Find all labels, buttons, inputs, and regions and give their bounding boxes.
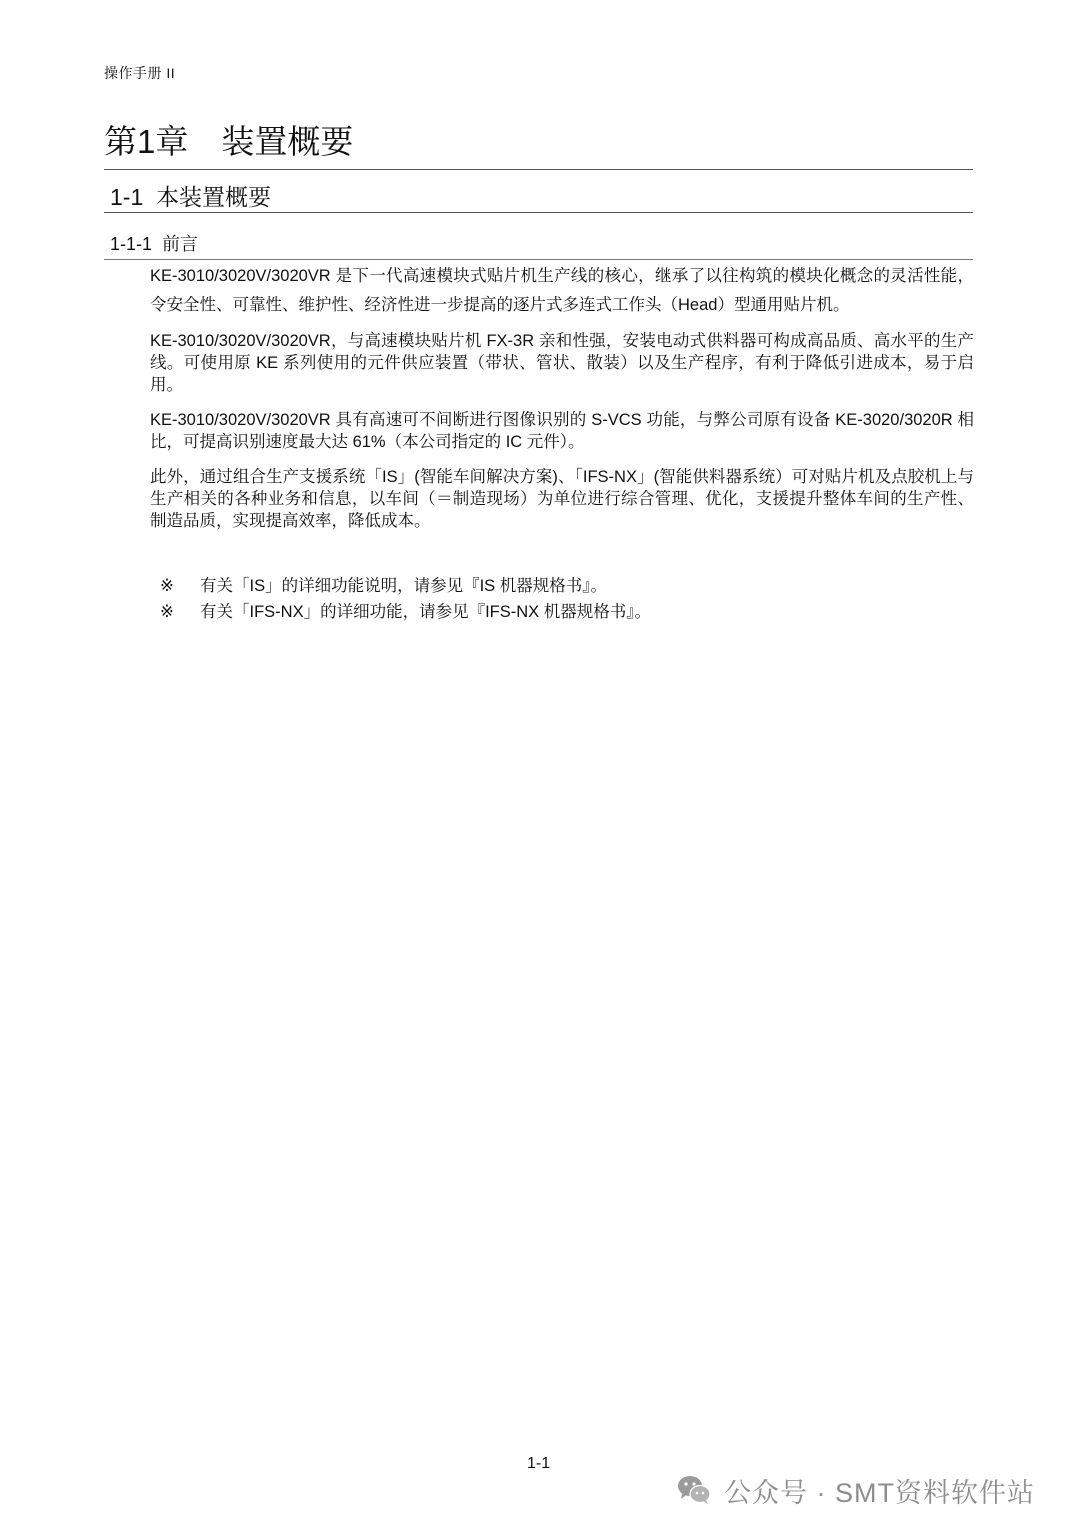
note-mark: ※ [160, 603, 174, 621]
wechat-icon [676, 1474, 712, 1506]
page-number: 1-1 [527, 1455, 551, 1472]
paragraph: KE-3010/3020V/3020VR，与高速模块贴片机 FX-3R 亲和性强，安装电动式供料器可构成高品质、高水平的生产线。可使用原 KE 系列使用的元件供应装置（带状、管状、散装）以及生产程序，有利于降低引进成本，易于启用。 [150, 332, 974, 394]
subsection-title: 1-1-1 前言 [110, 234, 199, 254]
paragraph: 此外，通过组合生产支援系统「IS」(智能车间解决方案)、「IFS-NX」(智能供料器系统）可对贴片机及点胶机上与生产相关的各种业务和信息，以车间（＝制造现场）为单位进行综合管理、优化，支援提升整体车间的生产性、制造品质，实现提高效率，降低成本。 [150, 468, 974, 530]
subsection-divider [104, 259, 973, 260]
body-text [150, 262, 974, 545]
watermark [676, 1470, 1035, 1510]
running-header: 操作手册 II [104, 65, 176, 81]
notes-list [160, 573, 960, 625]
note-item [160, 599, 960, 625]
chapter-divider [104, 169, 973, 170]
note-text: 有关「IS」的详细功能说明，请参见『IS 机器规格书』。 [200, 577, 608, 595]
note-text: 有关「IFS-NX」的详细功能，请参见『IFS-NX 机器规格书』。 [200, 603, 652, 621]
note-mark: ※ [160, 577, 174, 595]
chapter-title: 第1章 装置概要 [104, 123, 354, 160]
paragraph: KE-3010/3020V/3020VR 具有高速可不间断进行图像识别的 S-VCS 功能，与弊公司原有设备 KE-3020/3020R 相比，可提高识别速度最大达 61%（本公司指定的 IC 元件）。 [150, 411, 974, 451]
paragraph: KE-3010/3020V/3020VR 是下一代高速模块式贴片机生产线的核心，继承了以往构筑的模块化概念的灵活性能，令安全性、可靠性、维护性、经济性进一步提高的逐片式多连式工作头（Head）型通用贴片机。 [150, 267, 974, 314]
note-item [160, 573, 960, 599]
watermark-text: 公众号 · SMT资料软件站 [724, 1477, 1035, 1508]
section-divider [104, 212, 973, 213]
section-title: 1-1 本装置概要 [110, 184, 272, 210]
